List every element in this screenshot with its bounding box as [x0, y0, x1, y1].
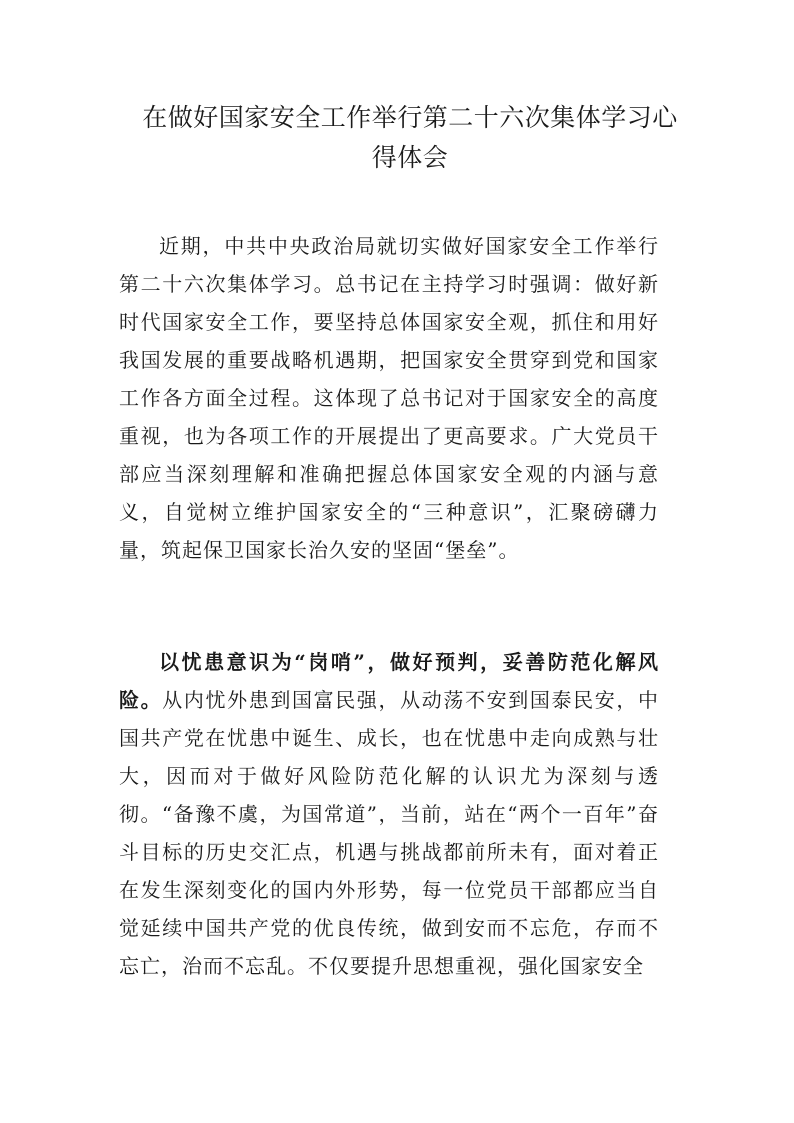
section-1-text: 从内忧外患到国富民强，从动荡不安到国泰民安，中国共产党在忧患中诞生、成长，也在忧患中走向成熟与壮大，因而对于做好风险防范化解的认识尤为深刻与透彻。“备豫不虞，为国常道”，当前，站在“两个一百年”奋斗目标的历史交汇点，机遇与挑战都前所未有，面对着正在发生深刻变化的国内外形势，每一位党员干部都应当自觉延续中国共产党的优良传统，做到安而不忘危，存而不忘亡，治而不忘乱。不仅要提升思想重视，强化国家安全 [119, 688, 659, 978]
paragraph-intro-text: 近期，中共中央政治局就切实做好国家安全工作举行第二十六次集体学习。总书记在主持学习时强调：做好新时代国家安全工作，要坚持总体国家安全观，抓住和用好我国发展的重要战略机遇期，把国家安全贯穿到党和国家工作各方面全过程。这体现了总书记对于国家安全的高度重视，也为各项工作的开展提出了更高要求。广大党员干部应当深刻理解和准确把握总体国家安全观的内涵与意义，自觉树立维护国家安全的“三种意识”，汇聚磅礴力量，筑起保卫国家长治久安的坚固“堡垒”。 [119, 234, 659, 562]
section-1-heading: 以忧患意识为“岗哨”，做好预判，妥善防范化解风险。 [119, 650, 659, 712]
document-title: 在做好国家安全工作举行第二十六次集体学习心得体会 [142, 103, 678, 172]
paragraph-section-1 [119, 643, 659, 985]
paragraph-intro [119, 227, 659, 569]
